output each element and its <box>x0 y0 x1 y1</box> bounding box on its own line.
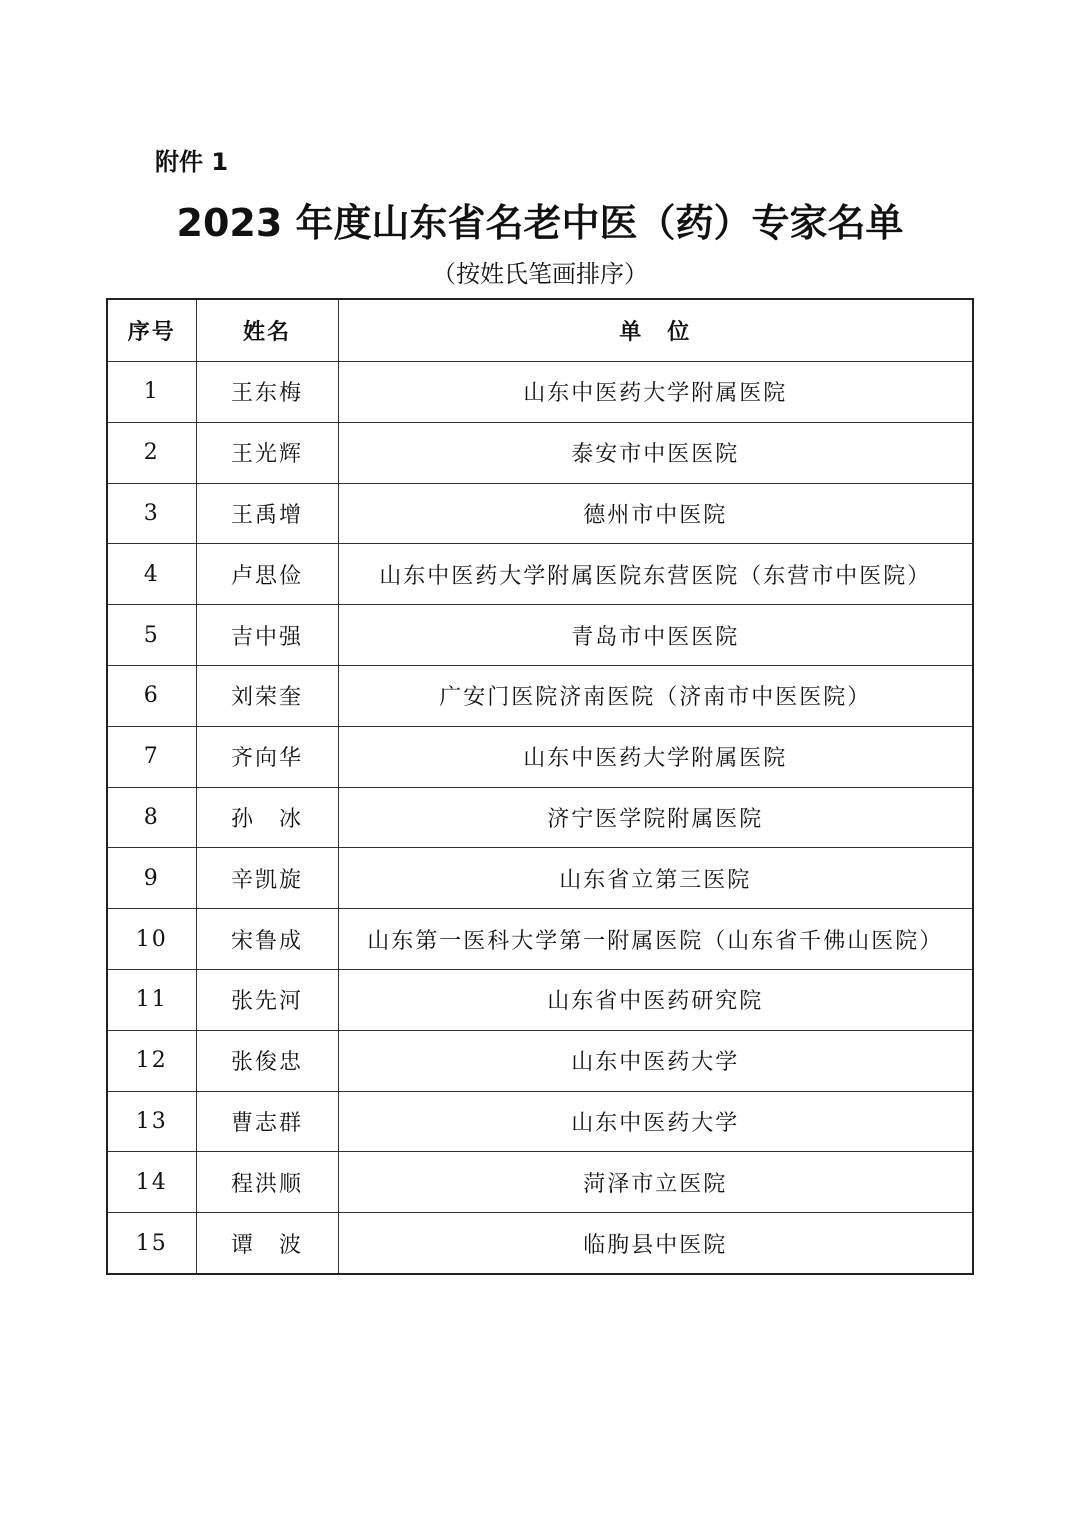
cell-number: 2 <box>107 422 196 483</box>
table-row <box>107 726 973 787</box>
table-row <box>107 1091 973 1152</box>
cell-name: 孙 冰 <box>196 787 338 848</box>
cell-name: 张先河 <box>196 969 338 1030</box>
cell-unit: 济宁医学院附属医院 <box>338 787 973 848</box>
cell-name: 曹志群 <box>196 1091 338 1152</box>
cell-unit: 德州市中医院 <box>338 483 973 544</box>
cell-number: 6 <box>107 665 196 726</box>
table-row <box>107 544 973 605</box>
cell-number: 7 <box>107 726 196 787</box>
cell-unit: 山东中医药大学 <box>338 1030 973 1091</box>
header-number: 序号 <box>107 299 196 362</box>
cell-unit: 山东省中医药研究院 <box>338 969 973 1030</box>
table-row <box>107 362 973 423</box>
cell-unit: 山东中医药大学附属医院 <box>338 362 973 423</box>
cell-name: 王东梅 <box>196 362 338 423</box>
table-row <box>107 1030 973 1091</box>
cell-name: 齐向华 <box>196 726 338 787</box>
table-row <box>107 483 973 544</box>
document-title: 2023 年度山东省名老中医（药）专家名单 <box>176 201 904 245</box>
cell-unit: 泰安市中医医院 <box>338 422 973 483</box>
expert-table <box>106 298 974 1275</box>
table-row <box>107 787 973 848</box>
table-row <box>107 605 973 666</box>
cell-number: 1 <box>107 362 196 423</box>
header-name: 姓名 <box>196 299 338 362</box>
table-row <box>107 1213 973 1274</box>
cell-number: 15 <box>107 1213 196 1274</box>
cell-name: 刘荣奎 <box>196 665 338 726</box>
cell-name: 谭 波 <box>196 1213 338 1274</box>
cell-name: 辛凯旋 <box>196 848 338 909</box>
cell-name: 宋鲁成 <box>196 909 338 970</box>
cell-number: 13 <box>107 1091 196 1152</box>
cell-name: 王禹增 <box>196 483 338 544</box>
cell-unit: 广安门医院济南医院（济南市中医医院） <box>338 665 973 726</box>
cell-name: 卢思俭 <box>196 544 338 605</box>
cell-number: 4 <box>107 544 196 605</box>
cell-unit: 山东中医药大学 <box>338 1091 973 1152</box>
cell-number: 12 <box>107 1030 196 1091</box>
cell-name: 王光辉 <box>196 422 338 483</box>
header-unit: 单 位 <box>338 299 973 362</box>
table-row <box>107 665 973 726</box>
cell-unit: 临朐县中医院 <box>338 1213 973 1274</box>
table-row <box>107 1152 973 1213</box>
table-row <box>107 969 973 1030</box>
cell-number: 3 <box>107 483 196 544</box>
cell-name: 张俊忠 <box>196 1030 338 1091</box>
cell-unit: 菏泽市立医院 <box>338 1152 973 1213</box>
attachment-label: 附件 1 <box>155 148 229 176</box>
cell-unit: 山东中医药大学附属医院东营医院（东营市中医院） <box>338 544 973 605</box>
cell-number: 5 <box>107 605 196 666</box>
cell-number: 11 <box>107 969 196 1030</box>
cell-name: 吉中强 <box>196 605 338 666</box>
document-subtitle: （按姓氏笔画排序） <box>432 260 648 288</box>
cell-unit: 山东第一医科大学第一附属医院（山东省千佛山医院） <box>338 909 973 970</box>
table-row <box>107 422 973 483</box>
cell-unit: 青岛市中医医院 <box>338 605 973 666</box>
cell-number: 9 <box>107 848 196 909</box>
cell-name: 程洪顺 <box>196 1152 338 1213</box>
table-header-row <box>107 299 973 362</box>
table-row <box>107 909 973 970</box>
cell-unit: 山东省立第三医院 <box>338 848 973 909</box>
cell-unit: 山东中医药大学附属医院 <box>338 726 973 787</box>
cell-number: 8 <box>107 787 196 848</box>
cell-number: 14 <box>107 1152 196 1213</box>
table-row <box>107 848 973 909</box>
cell-number: 10 <box>107 909 196 970</box>
